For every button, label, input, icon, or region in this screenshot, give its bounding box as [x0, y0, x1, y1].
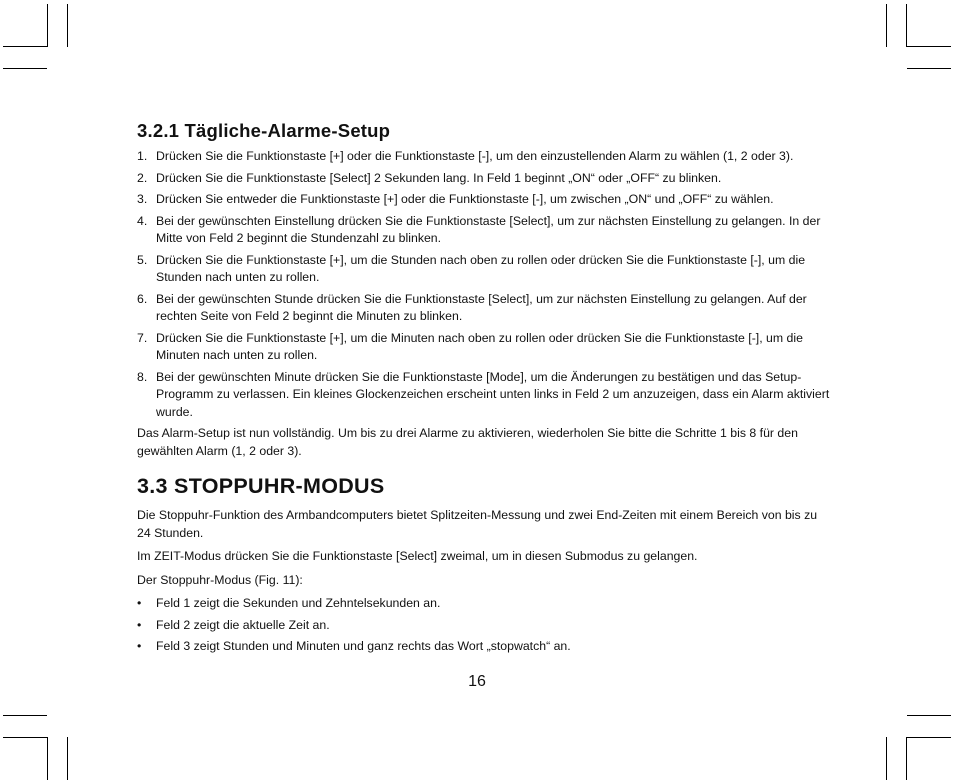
section-heading-stopwatch-mode: 3.3 STOPPUHR-MODUS	[137, 474, 385, 498]
step-number: 8.	[137, 369, 148, 384]
list-item	[137, 617, 833, 635]
step-text: Drücken Sie die Funktionstaste [+] oder die Funktionstaste [-], um den einzustellenden Alarm zu wählen (1, 2 oder 3).	[156, 149, 794, 163]
crop-mark	[906, 737, 907, 780]
paragraph: Im ZEIT-Modus drücken Sie die Funktionstaste [Select] zweimal, um in diesen Submodus zu gelangen.	[137, 549, 698, 563]
step-number: 3.	[137, 192, 148, 206]
list-item	[137, 595, 833, 613]
page-number: 16	[468, 673, 486, 690]
crop-mark	[907, 715, 951, 716]
crop-mark	[3, 737, 47, 738]
list-item	[137, 148, 833, 166]
step-text: Drücken Sie die Funktionstaste [+], um die Stunden nach oben zu rollen oder drücken Sie die Funktionstaste [-], um die Stunden nach unten zu rollen.	[156, 252, 806, 284]
crop-mark	[3, 715, 47, 716]
bullet-text: Feld 1 zeigt die Sekunden und Zehntelsekunden an.	[156, 596, 441, 610]
step-number: 7.	[137, 330, 148, 345]
step-text: Drücken Sie entweder die Funktionstaste [+] oder die Funktionstaste [-], um zwischen „ON“ und „OFF“ zu wählen.	[156, 192, 774, 206]
crop-mark	[3, 46, 47, 47]
step-number: 6.	[137, 291, 148, 306]
page-content	[137, 120, 833, 660]
step-text: Bei der gewünschten Minute drücken Sie die Funktionstaste [Mode], um die Änderungen zu bestätigen und das Setup-Programm zu verlassen. Ein kleines Glockenzeichen erscheint unten links in Feld 2 um anzuzeigen, dass ein Alarm aktiviert wurde.	[156, 369, 830, 419]
crop-mark	[886, 4, 887, 47]
crop-mark	[907, 68, 951, 69]
alarm-setup-steps	[137, 148, 833, 421]
list-item	[137, 191, 833, 209]
crop-mark	[67, 737, 68, 780]
step-number: 5.	[137, 252, 148, 267]
crop-mark	[47, 737, 48, 780]
list-item	[137, 330, 833, 365]
crop-mark	[47, 4, 48, 47]
list-item	[137, 213, 833, 248]
crop-mark	[886, 737, 887, 780]
step-text: Bei der gewünschten Stunde drücken Sie die Funktionstaste [Select], um zur nächsten Einstellung zu gelangen. Auf der rechten Seite von Feld 2 beginnt die Minuten zu blinken.	[156, 291, 807, 323]
bullet-text: Feld 3 zeigt Stunden und Minuten und ganz rechts das Wort „stopwatch“ an.	[156, 639, 571, 653]
list-item	[137, 291, 833, 326]
paragraph: Die Stoppuhr-Funktion des Armbandcomputers bietet Splitzeiten-Messung und zwei End-Zeiten mit einem Bereich von bis zu 24 Stunden.	[137, 508, 818, 540]
bullet-icon: •	[137, 639, 142, 653]
section-heading-daily-alarm-setup: 3.2.1 Tägliche-Alarme-Setup	[137, 120, 391, 141]
bullet-icon: •	[137, 596, 142, 610]
crop-mark	[67, 4, 68, 47]
step-number: 4.	[137, 213, 148, 228]
crop-mark	[907, 46, 951, 47]
bullet-text: Feld 2 zeigt die aktuelle Zeit an.	[156, 617, 330, 632]
list-item	[137, 170, 833, 188]
step-text: Drücken Sie die Funktionstaste [Select] 2 Sekunden lang. In Feld 1 beginnt „ON“ oder „OFF“ zu blinken.	[156, 170, 722, 185]
bullet-icon: •	[137, 617, 142, 632]
step-text: Bei der gewünschten Einstellung drücken Sie die Funktionstaste [Select], um zur nächsten Einstellung zu gelangen. In der Mitte von Feld 2 beginnt die Stundenzahl zu blinken.	[156, 213, 821, 245]
stopwatch-fields-list	[137, 595, 833, 656]
list-item	[137, 252, 833, 287]
crop-mark	[907, 737, 951, 738]
alarm-setup-summary: Das Alarm-Setup ist nun vollständig. Um bis zu drei Alarme zu aktivieren, wiederholen Sie bitte die Schritte 1 bis 8 für den gewählten Alarm (1, 2 oder 3).	[137, 426, 798, 458]
step-number: 2.	[137, 170, 148, 185]
paragraph: Der Stoppuhr-Modus (Fig. 11):	[137, 572, 303, 587]
step-text: Drücken Sie die Funktionstaste [+], um die Minuten nach oben zu rollen oder drücken Sie die Funktionstaste [-], um die Minuten nach unten zu rollen.	[156, 330, 803, 362]
step-number: 1.	[137, 149, 148, 163]
crop-mark	[906, 4, 907, 47]
list-item	[137, 369, 833, 422]
list-item	[137, 638, 833, 656]
crop-mark	[3, 68, 47, 69]
